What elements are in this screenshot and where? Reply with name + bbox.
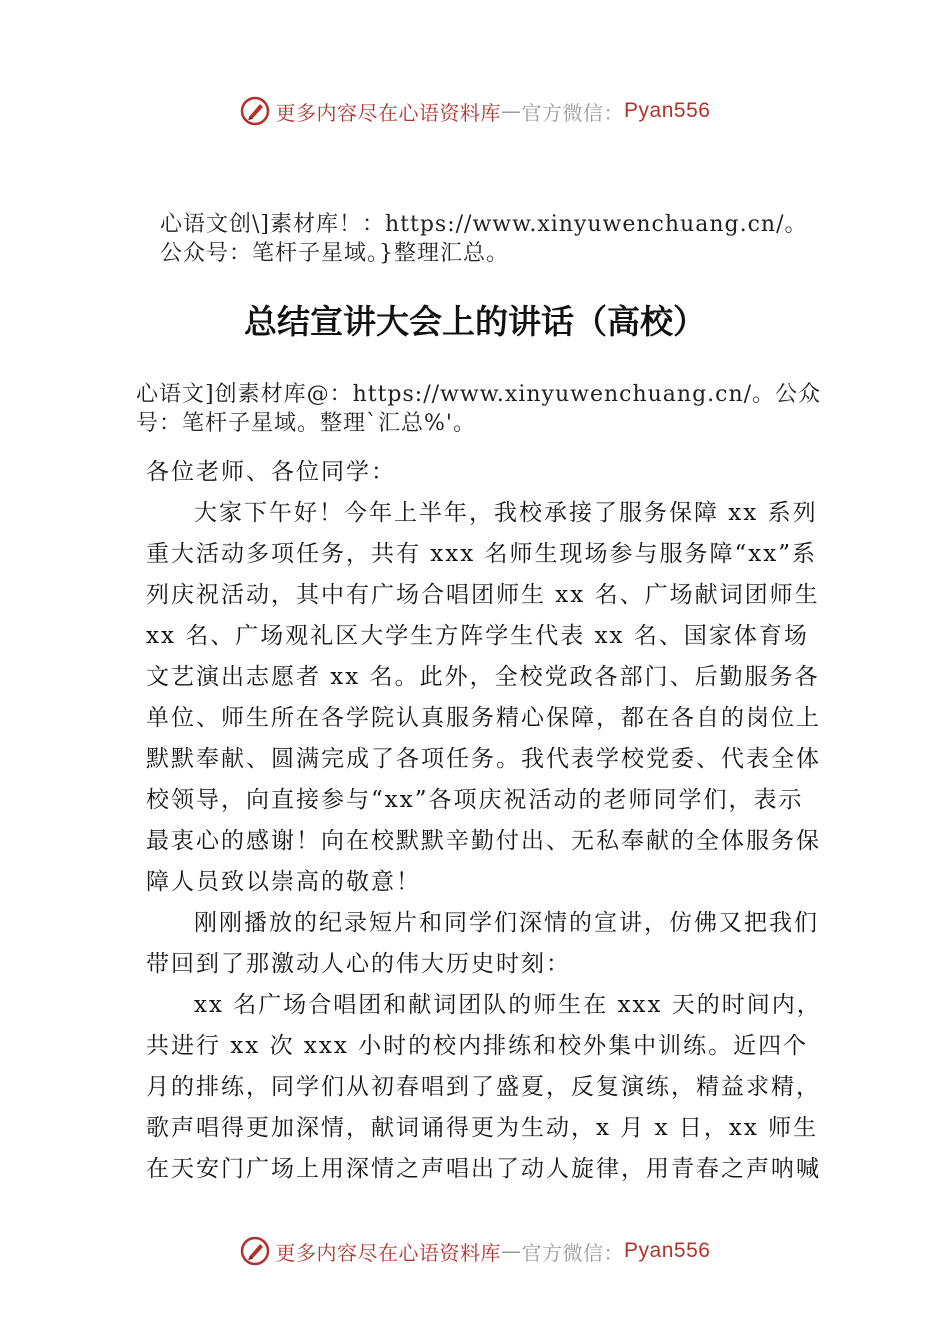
salutation: 各位老师、各位同学： [146, 459, 396, 485]
page-title: 总结宣讲大会上的讲话（高校） [244, 302, 706, 341]
source-note-2-line-2: 号：笔杆子星域。整理`汇总%'。 [136, 411, 476, 436]
watermark-wechat-id: Pyan556 [624, 99, 711, 122]
watermark-banner-bottom [0, 1236, 950, 1266]
watermark-dash: — [501, 1239, 522, 1263]
watermark-brand: 更多内容尽在心语资料库 [275, 1240, 502, 1265]
watermark-wechat-label: 官方微信： [521, 100, 625, 125]
speech-body [146, 452, 826, 1190]
watermark-wechat-label: 官方微信： [521, 1240, 625, 1265]
source-note-1-line-1: 心语文创\]素材库！：https://www.xinyuwenchuang.cn/。 [160, 212, 808, 237]
paragraph-2: 刚刚播放的纪录短片和同学们深情的宣讲，仿佛又把我们带回到了那激动人心的伟大历史时刻： [146, 910, 819, 977]
source-note-2-line-1: 心语文]创素材库@：https://www.xinyuwenchuang.cn/。公众 [136, 382, 822, 407]
logo-icon [240, 1236, 270, 1266]
paragraph-1: 大家下午好！今年上半年，我校承接了服务保障 xx 系列重大活动多项任务，共有 xxx 名师生现场参与服务障“xx”系列庆祝活动，其中有广场合唱团师生 xx 名、广场献词团师生 xx 名、广场观礼区大学生方阵学生代表 xx 名、国家体育场文艺演出志愿者 xx 名。此外，全校党政各部门、后勤服务各单位、师生所在各学院认真服务精心保障，都在各自的岗位上默默奉献、圆满完成了各项任务。我代表学校党委、代表全体校领导，向直接参与“xx”各项庆祝活动的老师同学们，表示最衷心的感谢！向在校默默辛勤付出、无私奉献的全体服务保障人员致以崇高的敬意！ [146, 500, 821, 895]
source-note-1-line-2: 公众号：笔杆子星域。}整理汇总。 [160, 241, 509, 266]
watermark-dash: — [501, 99, 522, 123]
logo-icon [240, 96, 270, 126]
paragraph-3: xx 名广场合唱团和献词团队的师生在 xxx 天的时间内，共进行 xx 次 xxx 小时的校内排练和校外集中训练。近四个月的排练，同学们从初春唱到了盛夏，反复演练，精益求精，歌声唱得更加深情，献词诵得更为生动，x 月 x 日，xx 师生在天安门广场上用深情之声唱出了动人旋律，用青春之声呐喊 [146, 992, 822, 1182]
watermark-wechat-id: Pyan556 [624, 1239, 711, 1262]
watermark-banner-top [0, 96, 950, 126]
watermark-brand: 更多内容尽在心语资料库 [275, 100, 502, 125]
